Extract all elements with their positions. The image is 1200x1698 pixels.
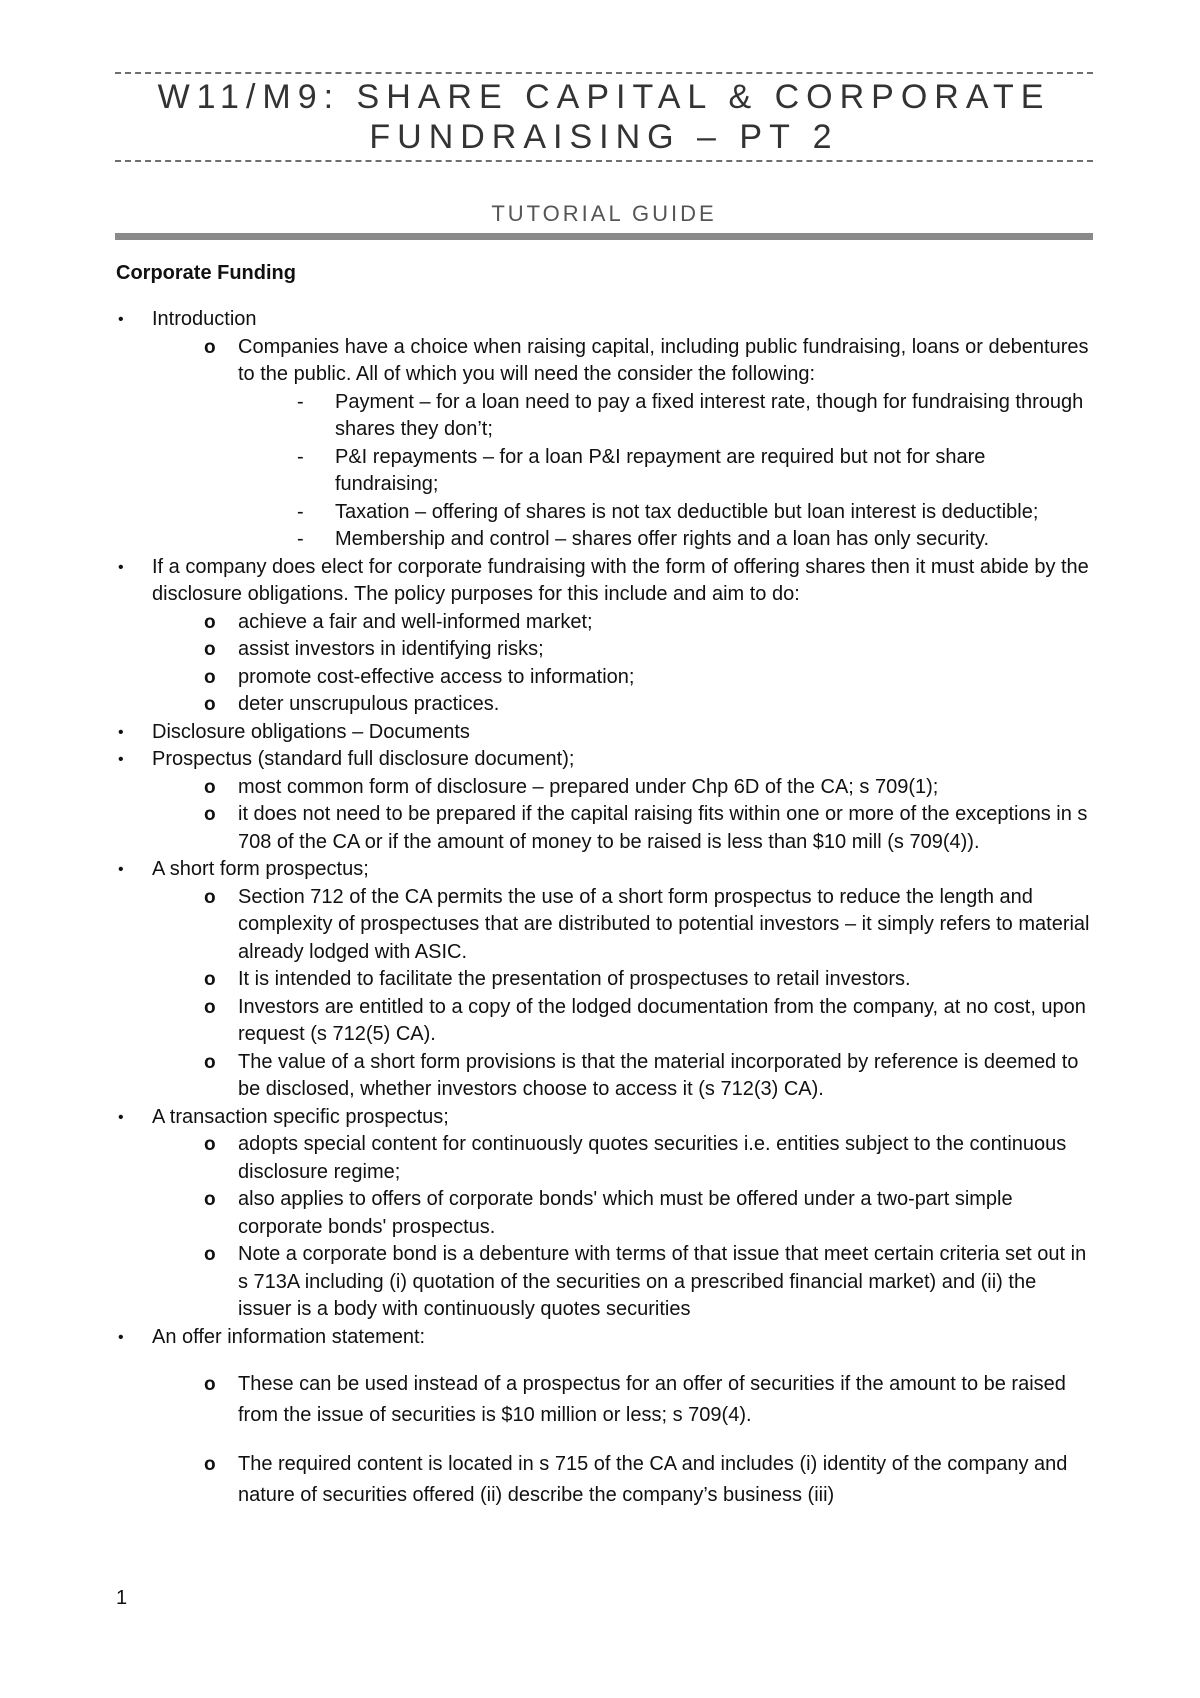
item-text: Companies have a choice when raising capital, including public fundraising, loans or debentures to the public. All of which you will need the consider the following:	[238, 335, 1089, 385]
circle-bullet-marker: o	[204, 886, 216, 908]
document-subtitle: TUTORIAL GUIDE	[491, 201, 717, 226]
circle-bullet-marker: o	[204, 611, 216, 633]
item-text: deter unscrupulous practices.	[238, 693, 500, 715]
sub-list-item	[0, 994, 1090, 1049]
dash-marker: -	[297, 528, 304, 550]
item-text: Introduction	[152, 308, 257, 330]
item-text: adopts special content for continuously quotes securities i.e. entities subject to the continuous disclosure regime;	[238, 1133, 1067, 1183]
circle-bullet-marker: o	[204, 1189, 216, 1210]
list-item	[0, 856, 1090, 884]
bullet-marker: •	[118, 311, 124, 328]
circle-bullet-marker: o	[204, 1134, 216, 1155]
sub-list-item	[0, 884, 1090, 967]
item-text: achieve a fair and well-informed market;	[238, 610, 593, 633]
sub-list-item	[0, 966, 1090, 994]
item-text: assist investors in identifying risks;	[238, 638, 544, 660]
circle-bullet-marker: o	[204, 804, 216, 825]
document-title-line-1: W11/M9: SHARE CAPITAL & CORPORATE	[157, 78, 1051, 116]
list-item	[0, 554, 1090, 609]
item-text: also applies to offers of corporate bonds' which must be offered under a two-part simple corporate bonds' prospectus.	[238, 1188, 1013, 1238]
outline-list	[0, 306, 1200, 1511]
item-text: Section 712 of the CA permits the use of a short form prospectus to reduce the length and complexity of prospectuses that are distributed to potential investors – it simply refers to material already lodged with ASIC.	[238, 885, 1090, 963]
circle-bullet-marker: o	[204, 1454, 216, 1475]
dash-marker: -	[297, 500, 304, 523]
sub-list-item	[0, 1369, 1090, 1431]
circle-bullet-marker: o	[204, 776, 216, 798]
circle-bullet-marker: o	[204, 1374, 216, 1395]
item-text: The required content is located in s 715 of the CA and includes (i) identity of the company and nature of securities offered (ii) describe the company’s business (iii)	[238, 1453, 1068, 1506]
section-heading: Corporate Funding	[116, 262, 296, 284]
list-item	[0, 1104, 1090, 1132]
item-text: Investors are entitled to a copy of the lodged documentation from the company, at no cost, upon request (s 712(5) CA).	[238, 995, 1086, 1045]
circle-bullet-marker: o	[204, 969, 216, 990]
sub-list-item	[0, 691, 1090, 719]
item-text: A short form prospectus;	[152, 858, 369, 880]
sub-list-item	[0, 1241, 1090, 1324]
item-text: P&I repayments – for a loan P&I repayment are required but not for share fundraising;	[335, 445, 986, 495]
item-text: Membership and control – shares offer rights and a loan has only security.	[335, 528, 990, 550]
item-text: It is intended to facilitate the presentation of prospectuses to retail investors.	[238, 968, 911, 990]
item-text: Taxation – offering of shares is not tax deductible but loan interest is deductible;	[335, 500, 1039, 523]
dash-marker: -	[297, 390, 304, 413]
sub-sub-list-item	[0, 499, 1090, 527]
sub-list-item	[0, 801, 1090, 856]
list-item	[0, 746, 1090, 774]
item-text: Payment – for a loan need to pay a fixed interest rate, though for fundraising through shares they don’t;	[335, 390, 1084, 440]
sub-list-item	[0, 609, 1090, 637]
subtitle-divider	[115, 233, 1093, 240]
title-bottom-rule	[115, 160, 1093, 162]
item-text: If a company does elect for corporate fundraising with the form of offering shares then it must abide by the disclosure obligations. The policy purposes for this include and aim to do:	[152, 555, 1089, 605]
sub-list-item	[0, 1049, 1090, 1104]
sub-list-item	[0, 1131, 1090, 1186]
item-text: most common form of disclosure – prepared under Chp 6D of the CA; s 709(1);	[238, 775, 939, 798]
sub-list-item	[0, 636, 1090, 664]
item-text: The value of a short form provisions is that the material incorporated by reference is deemed to be disclosed, whether investors choose to access it (s 712(3) CA).	[238, 1050, 1079, 1100]
circle-bullet-marker: o	[204, 1051, 216, 1073]
item-text: These can be used instead of a prospectus for an offer of securities if the amount to be raised from the issue of securities is $10 million or less; s 709(4).	[238, 1373, 1066, 1426]
circle-bullet-marker: o	[204, 336, 216, 358]
sub-list-item	[0, 1186, 1090, 1241]
bullet-marker: •	[118, 723, 124, 741]
item-text: Prospectus (standard full disclosure document);	[152, 748, 575, 770]
document-title-line-2: FUNDRAISING – PT 2	[369, 118, 839, 156]
item-text: A transaction specific prospectus;	[152, 1105, 449, 1128]
item-text: An offer information statement:	[152, 1325, 426, 1348]
sub-list-item	[0, 1449, 1090, 1511]
bullet-marker: •	[118, 1108, 124, 1126]
item-text: Note a corporate bond is a debenture with terms of that issue that meet certain criteria set out in s 713A including (i) quotation of the securities on a prescribed financial market) and (ii) the issuer is a body with continuously quotes securities	[238, 1243, 1087, 1320]
circle-bullet-marker: o	[204, 666, 216, 688]
bullet-marker: •	[118, 751, 124, 768]
bullet-marker: •	[118, 861, 124, 878]
dash-marker: -	[297, 445, 304, 468]
item-text: Disclosure obligations – Documents	[152, 720, 470, 743]
sub-sub-list-item	[0, 444, 1090, 499]
circle-bullet-marker: o	[204, 639, 216, 660]
circle-bullet-marker: o	[204, 694, 216, 715]
sub-list-item	[0, 664, 1090, 692]
bullet-marker: •	[118, 558, 124, 576]
bullet-marker: •	[118, 1328, 124, 1346]
list-item	[0, 306, 1090, 334]
page-number: 1	[116, 1587, 128, 1609]
sub-list-item	[0, 774, 1090, 802]
sub-sub-list-item	[0, 526, 1090, 554]
item-text: it does not need to be prepared if the capital raising fits within one or more of the exceptions in s 708 of the CA or if the amount of money to be raised is less than $10 mill (s 709(4)).	[238, 803, 1088, 853]
circle-bullet-marker: o	[204, 996, 216, 1018]
list-item	[0, 1324, 1090, 1352]
item-text: promote cost-effective access to information;	[238, 665, 635, 688]
list-item	[0, 719, 1090, 747]
sub-sub-list-item	[0, 389, 1090, 444]
circle-bullet-marker: o	[204, 1244, 216, 1265]
sub-list-item	[0, 334, 1090, 389]
